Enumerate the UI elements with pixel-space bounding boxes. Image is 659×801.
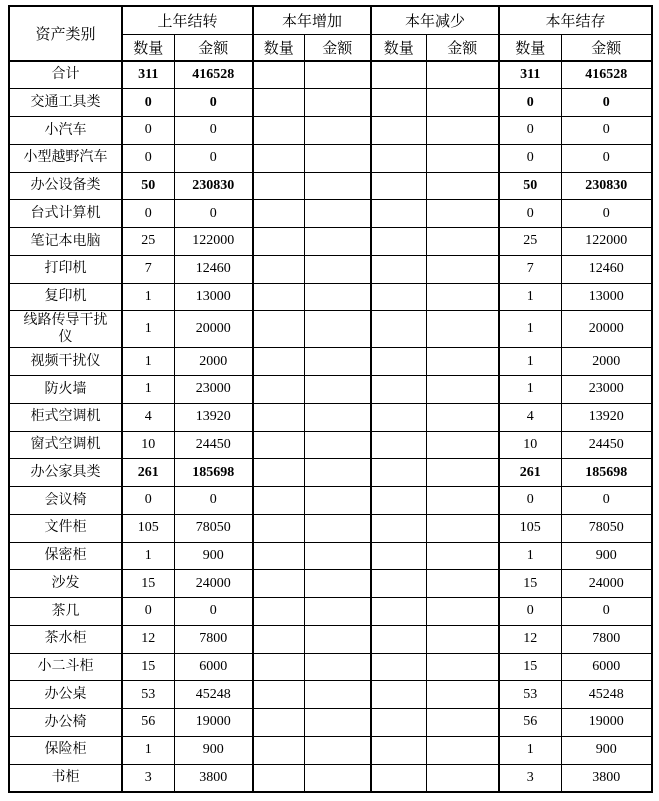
value-cell: 12460 <box>561 255 652 283</box>
value-cell <box>371 487 426 515</box>
value-cell <box>371 736 426 764</box>
value-cell: 311 <box>499 61 561 89</box>
table-body <box>9 61 652 792</box>
value-cell: 56 <box>499 709 561 737</box>
value-cell: 50 <box>499 172 561 200</box>
asset-category-cell: 办公桌 <box>9 681 122 709</box>
value-cell <box>426 144 499 172</box>
asset-category-cell: 会议椅 <box>9 487 122 515</box>
value-cell <box>371 403 426 431</box>
value-cell: 1 <box>122 376 174 404</box>
value-cell: 0 <box>561 487 652 515</box>
value-cell: 45248 <box>174 681 253 709</box>
value-cell <box>371 200 426 228</box>
value-cell: 0 <box>561 144 652 172</box>
value-cell <box>426 117 499 145</box>
value-cell <box>304 200 371 228</box>
value-cell <box>426 376 499 404</box>
value-cell <box>253 431 304 459</box>
value-cell: 3 <box>122 764 174 792</box>
value-cell: 12 <box>499 625 561 653</box>
asset-category-cell: 茶水柜 <box>9 625 122 653</box>
table-row <box>9 283 652 311</box>
value-cell: 1 <box>499 376 561 404</box>
value-cell: 4 <box>499 403 561 431</box>
value-cell <box>304 117 371 145</box>
value-cell <box>304 542 371 570</box>
value-cell <box>426 348 499 376</box>
value-cell: 1 <box>499 311 561 348</box>
asset-category-cell: 交通工具类 <box>9 89 122 117</box>
table-row <box>9 653 652 681</box>
value-cell: 15 <box>499 570 561 598</box>
value-cell <box>253 255 304 283</box>
value-cell <box>426 709 499 737</box>
col-header-asset-category: 资产类别 <box>9 6 122 61</box>
value-cell: 56 <box>122 709 174 737</box>
value-cell: 230830 <box>174 172 253 200</box>
value-cell: 0 <box>174 200 253 228</box>
value-cell: 311 <box>122 61 174 89</box>
value-cell: 0 <box>122 200 174 228</box>
value-cell <box>253 172 304 200</box>
value-cell <box>304 653 371 681</box>
value-cell <box>304 311 371 348</box>
value-cell: 7 <box>122 255 174 283</box>
value-cell: 19000 <box>561 709 652 737</box>
value-cell: 0 <box>174 487 253 515</box>
value-cell: 0 <box>499 144 561 172</box>
value-cell <box>253 61 304 89</box>
value-cell: 0 <box>122 89 174 117</box>
value-cell <box>253 736 304 764</box>
value-cell: 7800 <box>561 625 652 653</box>
value-cell: 416528 <box>174 61 253 89</box>
value-cell <box>371 348 426 376</box>
value-cell <box>253 144 304 172</box>
value-cell: 261 <box>122 459 174 487</box>
table-row <box>9 311 652 348</box>
value-cell <box>304 598 371 626</box>
asset-category-cell: 保险柜 <box>9 736 122 764</box>
value-cell <box>426 487 499 515</box>
table-row <box>9 431 652 459</box>
value-cell <box>253 487 304 515</box>
value-cell <box>371 61 426 89</box>
table-row <box>9 542 652 570</box>
value-cell <box>304 514 371 542</box>
value-cell: 23000 <box>174 376 253 404</box>
asset-category-cell: 沙发 <box>9 570 122 598</box>
value-cell <box>371 598 426 626</box>
value-cell <box>253 89 304 117</box>
value-cell: 1 <box>499 283 561 311</box>
table-row <box>9 709 652 737</box>
value-cell <box>371 625 426 653</box>
value-cell <box>426 542 499 570</box>
value-cell <box>304 348 371 376</box>
value-cell <box>253 598 304 626</box>
table-row <box>9 681 652 709</box>
value-cell: 53 <box>499 681 561 709</box>
value-cell: 900 <box>561 736 652 764</box>
asset-category-cell: 小型越野汽车 <box>9 144 122 172</box>
value-cell <box>371 764 426 792</box>
value-cell: 4 <box>122 403 174 431</box>
asset-category-cell: 小二斗柜 <box>9 653 122 681</box>
value-cell <box>253 459 304 487</box>
value-cell <box>304 255 371 283</box>
value-cell: 900 <box>174 542 253 570</box>
value-cell: 10 <box>122 431 174 459</box>
value-cell <box>253 311 304 348</box>
value-cell <box>304 487 371 515</box>
value-cell <box>253 376 304 404</box>
value-cell <box>371 709 426 737</box>
value-cell <box>371 542 426 570</box>
value-cell: 0 <box>499 200 561 228</box>
value-cell: 122000 <box>174 228 253 256</box>
value-cell: 122000 <box>561 228 652 256</box>
asset-category-cell: 复印机 <box>9 283 122 311</box>
value-cell: 78050 <box>561 514 652 542</box>
value-cell <box>371 459 426 487</box>
value-cell: 3 <box>499 764 561 792</box>
asset-category-cell: 线路传导干扰仪 <box>9 311 122 348</box>
value-cell <box>253 570 304 598</box>
asset-category-cell: 小汽车 <box>9 117 122 145</box>
value-cell: 0 <box>499 89 561 117</box>
value-cell <box>253 228 304 256</box>
col-header-dec-amount: 金额 <box>426 34 499 61</box>
value-cell <box>304 625 371 653</box>
col-header-current-year-balance: 本年结存 <box>499 6 652 34</box>
value-cell: 0 <box>499 598 561 626</box>
value-cell: 13000 <box>561 283 652 311</box>
value-cell <box>371 376 426 404</box>
table-row <box>9 376 652 404</box>
value-cell <box>426 172 499 200</box>
value-cell: 6000 <box>561 653 652 681</box>
value-cell: 230830 <box>561 172 652 200</box>
value-cell: 12 <box>122 625 174 653</box>
table-row <box>9 348 652 376</box>
table-row <box>9 200 652 228</box>
value-cell <box>371 514 426 542</box>
value-cell: 23000 <box>561 376 652 404</box>
value-cell: 24450 <box>174 431 253 459</box>
col-header-bal-amount: 金额 <box>561 34 652 61</box>
value-cell <box>426 311 499 348</box>
value-cell: 1 <box>122 311 174 348</box>
value-cell: 12460 <box>174 255 253 283</box>
value-cell <box>304 570 371 598</box>
value-cell <box>304 228 371 256</box>
asset-category-cell: 茶几 <box>9 598 122 626</box>
value-cell <box>426 570 499 598</box>
value-cell: 7800 <box>174 625 253 653</box>
value-cell: 1 <box>122 348 174 376</box>
value-cell <box>426 681 499 709</box>
value-cell <box>426 598 499 626</box>
value-cell: 1 <box>122 736 174 764</box>
value-cell: 0 <box>561 200 652 228</box>
value-cell: 0 <box>122 144 174 172</box>
value-cell: 900 <box>561 542 652 570</box>
value-cell <box>426 61 499 89</box>
value-cell <box>304 736 371 764</box>
value-cell: 105 <box>122 514 174 542</box>
value-cell <box>253 117 304 145</box>
value-cell <box>426 228 499 256</box>
value-cell: 1 <box>499 736 561 764</box>
value-cell: 1 <box>499 348 561 376</box>
value-cell <box>253 283 304 311</box>
value-cell: 900 <box>174 736 253 764</box>
value-cell: 25 <box>122 228 174 256</box>
value-cell: 0 <box>561 89 652 117</box>
asset-category-cell: 窗式空调机 <box>9 431 122 459</box>
value-cell <box>253 764 304 792</box>
value-cell: 6000 <box>174 653 253 681</box>
value-cell: 105 <box>499 514 561 542</box>
value-cell: 13920 <box>561 403 652 431</box>
value-cell <box>426 200 499 228</box>
value-cell <box>426 653 499 681</box>
value-cell <box>371 570 426 598</box>
table-header <box>9 6 652 61</box>
table-row <box>9 117 652 145</box>
value-cell <box>253 681 304 709</box>
value-cell <box>426 283 499 311</box>
value-cell: 15 <box>499 653 561 681</box>
col-header-current-year-increase: 本年增加 <box>253 6 371 34</box>
value-cell <box>304 403 371 431</box>
value-cell <box>304 144 371 172</box>
value-cell: 25 <box>499 228 561 256</box>
value-cell <box>304 431 371 459</box>
value-cell: 0 <box>561 117 652 145</box>
col-header-inc-amount: 金额 <box>304 34 371 61</box>
value-cell <box>371 431 426 459</box>
value-cell <box>371 653 426 681</box>
value-cell: 1 <box>122 283 174 311</box>
value-cell <box>304 459 371 487</box>
col-header-inc-qty: 数量 <box>253 34 304 61</box>
table-row <box>9 764 652 792</box>
value-cell <box>253 542 304 570</box>
asset-category-cell: 书柜 <box>9 764 122 792</box>
value-cell: 13000 <box>174 283 253 311</box>
value-cell <box>426 514 499 542</box>
value-cell <box>371 172 426 200</box>
asset-category-cell: 打印机 <box>9 255 122 283</box>
value-cell: 19000 <box>174 709 253 737</box>
value-cell <box>426 625 499 653</box>
value-cell <box>304 681 371 709</box>
table-row <box>9 172 652 200</box>
value-cell <box>304 89 371 117</box>
value-cell: 50 <box>122 172 174 200</box>
table-row <box>9 625 652 653</box>
value-cell <box>253 625 304 653</box>
value-cell <box>253 653 304 681</box>
table-row <box>9 514 652 542</box>
table-row <box>9 598 652 626</box>
col-header-prev-amount: 金额 <box>174 34 253 61</box>
asset-category-cell: 防火墙 <box>9 376 122 404</box>
asset-category-cell: 文件柜 <box>9 514 122 542</box>
value-cell <box>426 431 499 459</box>
asset-category-cell: 台式计算机 <box>9 200 122 228</box>
asset-category-cell: 办公家具类 <box>9 459 122 487</box>
value-cell: 185698 <box>174 459 253 487</box>
value-cell <box>304 283 371 311</box>
value-cell: 24450 <box>561 431 652 459</box>
value-cell: 53 <box>122 681 174 709</box>
value-cell <box>371 117 426 145</box>
table-row <box>9 228 652 256</box>
value-cell: 0 <box>174 598 253 626</box>
value-cell <box>426 736 499 764</box>
value-cell: 10 <box>499 431 561 459</box>
value-cell: 261 <box>499 459 561 487</box>
value-cell <box>371 255 426 283</box>
value-cell <box>304 61 371 89</box>
value-cell: 20000 <box>174 311 253 348</box>
value-cell: 3800 <box>561 764 652 792</box>
asset-category-cell: 办公设备类 <box>9 172 122 200</box>
asset-category-cell: 办公椅 <box>9 709 122 737</box>
value-cell <box>253 200 304 228</box>
value-cell: 78050 <box>174 514 253 542</box>
value-cell <box>253 348 304 376</box>
table-row <box>9 570 652 598</box>
value-cell <box>253 403 304 431</box>
value-cell: 24000 <box>561 570 652 598</box>
value-cell: 0 <box>174 144 253 172</box>
value-cell <box>426 89 499 117</box>
value-cell: 0 <box>174 117 253 145</box>
value-cell: 45248 <box>561 681 652 709</box>
value-cell <box>304 764 371 792</box>
asset-category-cell: 视频干扰仪 <box>9 348 122 376</box>
col-header-bal-qty: 数量 <box>499 34 561 61</box>
value-cell: 0 <box>174 89 253 117</box>
value-cell: 185698 <box>561 459 652 487</box>
value-cell: 0 <box>499 117 561 145</box>
header-row-groups <box>9 6 652 34</box>
table-row <box>9 459 652 487</box>
value-cell: 7 <box>499 255 561 283</box>
value-cell <box>426 403 499 431</box>
value-cell <box>371 228 426 256</box>
col-header-prev-qty: 数量 <box>122 34 174 61</box>
asset-category-cell: 笔记本电脑 <box>9 228 122 256</box>
value-cell <box>371 89 426 117</box>
value-cell <box>304 172 371 200</box>
value-cell <box>304 376 371 404</box>
value-cell: 24000 <box>174 570 253 598</box>
value-cell: 13920 <box>174 403 253 431</box>
asset-category-cell: 柜式空调机 <box>9 403 122 431</box>
col-header-dec-qty: 数量 <box>371 34 426 61</box>
value-cell <box>253 709 304 737</box>
table-row <box>9 487 652 515</box>
asset-category-cell: 保密柜 <box>9 542 122 570</box>
value-cell <box>371 283 426 311</box>
value-cell: 15 <box>122 570 174 598</box>
value-cell <box>304 709 371 737</box>
col-header-current-year-decrease: 本年减少 <box>371 6 499 34</box>
value-cell: 0 <box>122 117 174 145</box>
value-cell: 1 <box>499 542 561 570</box>
value-cell <box>426 255 499 283</box>
table-row <box>9 144 652 172</box>
table-row <box>9 736 652 764</box>
value-cell: 20000 <box>561 311 652 348</box>
value-cell: 1 <box>122 542 174 570</box>
table-row <box>9 255 652 283</box>
value-cell <box>426 764 499 792</box>
value-cell <box>371 311 426 348</box>
value-cell <box>371 144 426 172</box>
value-cell: 0 <box>561 598 652 626</box>
value-cell <box>426 459 499 487</box>
table-row <box>9 89 652 117</box>
table-row <box>9 61 652 89</box>
value-cell: 2000 <box>174 348 253 376</box>
table-row <box>9 403 652 431</box>
value-cell: 0 <box>122 487 174 515</box>
value-cell: 0 <box>122 598 174 626</box>
value-cell: 15 <box>122 653 174 681</box>
value-cell <box>371 681 426 709</box>
value-cell <box>253 514 304 542</box>
value-cell: 3800 <box>174 764 253 792</box>
asset-inventory-table <box>8 5 653 793</box>
col-header-prev-year-carryover: 上年结转 <box>122 6 253 34</box>
value-cell: 2000 <box>561 348 652 376</box>
asset-category-cell: 合计 <box>9 61 122 89</box>
value-cell: 0 <box>499 487 561 515</box>
value-cell: 416528 <box>561 61 652 89</box>
